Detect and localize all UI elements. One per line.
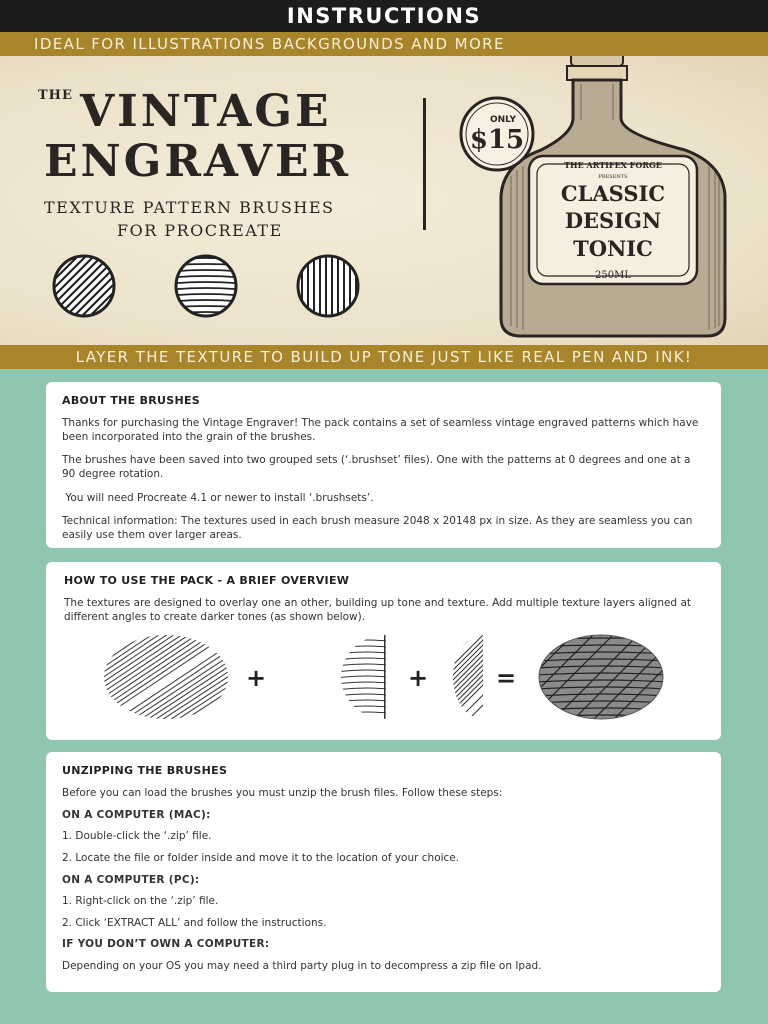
howto-paragraph: The textures are designed to overlay one an other, building up tone and texture. Add multiple texture layers aligned at different angles to create darker tones (as shown below). bbox=[64, 597, 691, 623]
price-badge bbox=[461, 98, 533, 170]
diagram-texture-1 bbox=[96, 632, 266, 727]
unzip-intro: Before you can load the brushes you must unzip the brush files. Follow these steps: bbox=[62, 787, 503, 799]
about-paragraph-1: Thanks for purchasing the Vintage Engraver! The pack contains a set of seamless vintage engraved patterns which have been incorporated into the grain of the brushes. bbox=[62, 417, 699, 443]
diagram-texture-2-edge bbox=[384, 635, 386, 719]
no-computer-text: Depending on your OS you may need a third party plug in to decompress a zip file on Ipad. bbox=[62, 960, 542, 973]
tagline-top: IDEAL FOR ILLUSTRATIONS BACKGROUNDS AND MORE bbox=[0, 32, 768, 56]
hero-banner bbox=[0, 56, 768, 345]
diagram-plus-2: + bbox=[407, 664, 429, 692]
mac-heading: ON A COMPUTER (MAC): bbox=[62, 808, 211, 821]
swatch-diagonal bbox=[36, 254, 188, 318]
swatch-horizontal bbox=[166, 256, 246, 316]
pc-step-1: 1. Right-click on the ‘.zip’ file. bbox=[62, 895, 219, 908]
about-card bbox=[46, 382, 721, 548]
bottle-label-tonic: TONIC bbox=[573, 236, 653, 261]
tagline-bottom: LAYER THE TEXTURE TO BUILD UP TONE JUST LIKE REAL PEN AND INK! bbox=[0, 345, 768, 369]
unzip-heading: UNZIPPING THE BRUSHES bbox=[62, 764, 228, 777]
page-header: INSTRUCTIONS bbox=[0, 0, 768, 32]
bottle-label-classic: CLASSIC bbox=[560, 181, 666, 206]
pc-step-2: 2. Click ‘EXTRACT ALL’ and follow the instructions. bbox=[62, 916, 327, 929]
title-engraver: ENGRAVER bbox=[44, 136, 352, 187]
unzip-card bbox=[46, 752, 721, 992]
howto-card bbox=[46, 562, 721, 740]
mac-step-2: 2. Locate the file or folder inside and move it to the location of your choice. bbox=[62, 851, 460, 864]
diagram-plus-1: + bbox=[245, 664, 267, 692]
price-value: $15 bbox=[469, 125, 525, 155]
mac-step-1: 1. Double-click the ‘.zip’ file. bbox=[62, 830, 212, 843]
bottle-label-design: DESIGN bbox=[564, 208, 662, 233]
howto-heading: HOW TO USE THE PACK - A BRIEF OVERVIEW bbox=[64, 574, 350, 587]
no-computer-heading: IF YOU DON’T OWN A COMPUTER: bbox=[62, 938, 270, 951]
diagram-texture-3 bbox=[446, 632, 491, 727]
bottle-presents: PRESENTS bbox=[598, 174, 628, 180]
subtitle-line2: FOR PROCREATE bbox=[117, 221, 283, 240]
diagram-texture-2 bbox=[336, 640, 396, 714]
title-vintage: VINTAGE bbox=[80, 86, 332, 137]
subtitle-line1: TEXTURE PATTERN BRUSHES bbox=[44, 198, 335, 217]
about-paragraph-4: Technical information: The textures used in each brush measure 2048 x 20148 px in size. As they are seamless you can easily use them over larger areas. bbox=[62, 515, 693, 541]
about-paragraph-2: The brushes have been saved into two grouped sets (‘.brushset’ files). One with the patterns at 0 degrees and one at a 90 degree rotation. bbox=[62, 454, 691, 480]
texture-swatches bbox=[36, 254, 380, 318]
title-the: THE bbox=[38, 88, 73, 103]
price-label: ONLY bbox=[489, 115, 517, 125]
bottle-maker: THE ARTIFEX FORGE bbox=[564, 160, 662, 170]
bottle-volume: 250ML bbox=[595, 270, 631, 281]
diagram-equals: = bbox=[495, 664, 517, 692]
swatch-vertical bbox=[298, 254, 358, 318]
about-paragraph-3: You will need Procreate 4.1 or newer to install ‘.brushsets’. bbox=[62, 491, 374, 504]
bottle-illustration bbox=[455, 56, 768, 345]
about-heading: ABOUT THE BRUSHES bbox=[62, 394, 201, 407]
pc-heading: ON A COMPUTER (PC): bbox=[62, 873, 200, 886]
divider-line bbox=[423, 98, 426, 230]
layering-diagram bbox=[96, 632, 676, 727]
diagram-result bbox=[536, 632, 666, 727]
